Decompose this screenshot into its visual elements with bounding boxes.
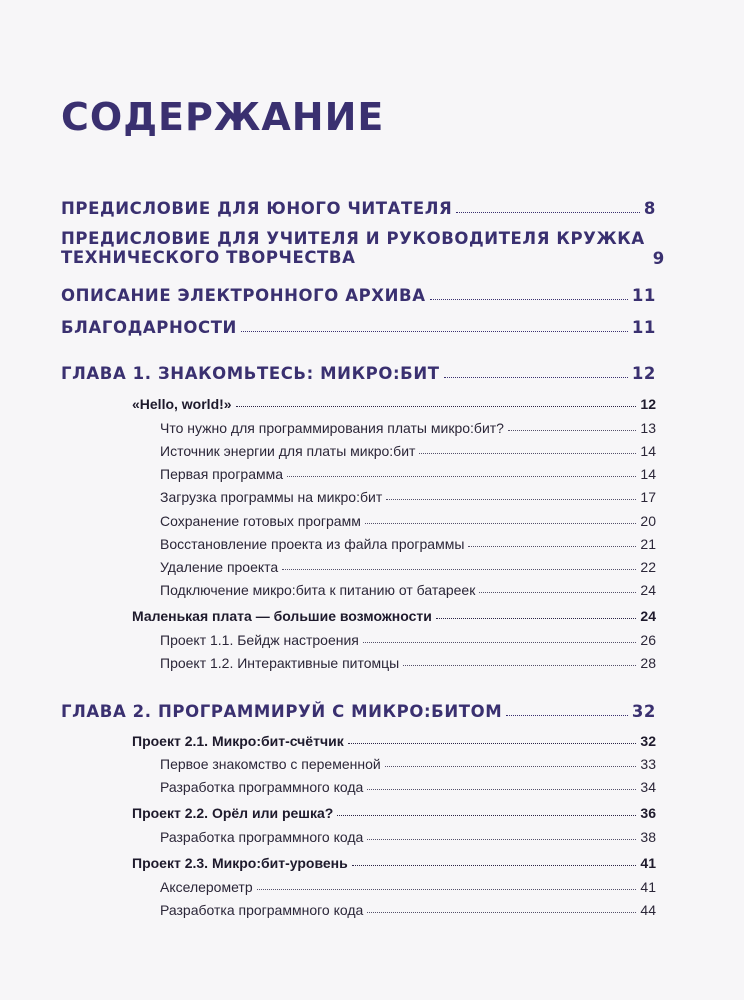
toc-chapter-1: [61, 364, 656, 383]
toc-subsection: [160, 655, 656, 671]
toc-entry-label: Источник энергии для платы микро:бит: [160, 443, 416, 459]
toc-entry-label: Маленькая плата — большие возможности: [132, 608, 432, 624]
toc-entry-page: 26: [640, 632, 656, 648]
toc-entry-preface-teacher: [61, 229, 665, 268]
toc-entry-label: Удаление проекта: [160, 559, 279, 575]
toc-entry-label: Первое знакомство с переменной: [160, 756, 381, 772]
toc-entry-label: Загрузка программы на микро:бит: [160, 489, 383, 505]
toc-entry-page: 11: [631, 286, 656, 305]
toc-entry-archive-description: [61, 286, 656, 305]
toc-entry-page: 24: [640, 582, 656, 598]
toc-entry-label: Проект 1.1. Бейдж настроения: [160, 632, 359, 648]
toc-subsection: [160, 559, 656, 575]
toc-section: [132, 805, 656, 821]
toc-entry-label: Проект 2.2. Орёл или решка?: [132, 805, 334, 821]
leader-dots: [367, 912, 636, 913]
toc-entry-label: ОПИСАНИЕ ЭЛЕКТРОННОГО АРХИВА: [61, 286, 426, 305]
leader-dots: [348, 743, 637, 744]
toc-entry-page: 14: [640, 443, 656, 459]
toc-entry-label-line2: ТЕХНИЧЕСКОГО ТВОРЧЕСТВА: [61, 247, 356, 267]
toc-entry-label: Разработка программного кода: [160, 829, 364, 845]
leader-dots: [352, 865, 637, 866]
toc-entry-label-line1: ПРЕДИСЛОВИЕ ДЛЯ УЧИТЕЛЯ И РУКОВОДИТЕЛЯ КРУЖКА: [61, 229, 645, 248]
toc-subsection: [160, 513, 656, 529]
toc-subsection: [160, 420, 656, 436]
toc-entry-page: 9: [652, 248, 665, 268]
toc-section: [132, 855, 656, 871]
toc-entry-page: 32: [631, 702, 656, 721]
leader-dots: [367, 789, 636, 790]
toc-entry-page: 8: [643, 199, 656, 218]
toc-subsection: [160, 582, 656, 598]
toc-section: [132, 608, 656, 624]
toc-subsection: [160, 443, 656, 459]
toc-entry-acknowledgements: [61, 318, 656, 337]
leader-dots: [436, 618, 637, 619]
toc-entry-label: Разработка программного кода: [160, 902, 364, 918]
toc-subsection: [160, 879, 656, 895]
toc-subsection: [160, 902, 656, 918]
toc-entry-page: 17: [640, 489, 656, 505]
toc-entry-label: «Hello, world!»: [132, 396, 232, 412]
leader-dots: [456, 212, 640, 213]
toc-entry-page: 41: [640, 879, 656, 895]
page-title: СОДЕРЖАНИЕ: [61, 95, 385, 139]
toc-entry-page: 22: [640, 559, 656, 575]
leader-dots: [430, 299, 628, 300]
leader-dots: [236, 406, 637, 407]
toc-entry-page: 13: [640, 420, 656, 436]
toc-entry-page: 44: [640, 902, 656, 918]
leader-dots: [479, 592, 636, 593]
leader-dots: [403, 665, 636, 666]
toc-subsection: [160, 489, 656, 505]
toc-entry-page: 41: [640, 855, 656, 871]
toc-chapter-title: ГЛАВА 1. ЗНАКОМЬТЕСЬ: МИКРО:БИТ: [61, 364, 440, 383]
toc-entry-label: [61, 230, 645, 268]
toc-subsection: [160, 756, 656, 772]
toc-entry-label: Проект 2.1. Микро:бит-счётчик: [132, 733, 344, 749]
toc-entry-page: 28: [640, 655, 656, 671]
toc-subsection: [160, 466, 656, 482]
toc-entry-page: 38: [640, 829, 656, 845]
leader-dots: [282, 569, 636, 570]
toc-entry-page: 36: [640, 805, 656, 821]
toc-entry-page: 11: [631, 318, 656, 337]
toc-entry-page: 14: [640, 466, 656, 482]
toc-entry-page: 33: [640, 756, 656, 772]
leader-dots: [386, 499, 636, 500]
toc-entry-label: Первая программа: [160, 466, 284, 482]
toc-subsection: [160, 536, 656, 552]
toc-entry-page: 34: [640, 779, 656, 795]
toc-chapter-2: [61, 702, 656, 721]
leader-dots: [419, 453, 636, 454]
leader-dots: [444, 377, 628, 378]
toc-section: [132, 733, 656, 749]
toc-entry-page: 32: [640, 733, 656, 749]
toc-entry-page: 21: [640, 536, 656, 552]
toc-entry-label: Проект 2.3. Микро:бит-уровень: [132, 855, 348, 871]
toc-entry-page: 12: [631, 364, 656, 383]
toc-subsection: [160, 779, 656, 795]
leader-dots: [257, 889, 637, 890]
toc-entry-preface-young-reader: [61, 199, 656, 218]
toc-subsection: [160, 632, 656, 648]
toc-entry-label: Проект 1.2. Интерактивные питомцы: [160, 655, 400, 671]
toc-entry-label: Акселерометр: [160, 879, 253, 895]
toc-section: [132, 396, 656, 412]
leader-dots: [385, 766, 637, 767]
toc-entry-label: БЛАГОДАРНОСТИ: [61, 318, 237, 337]
toc-entry-label: Сохранение готовых программ: [160, 513, 361, 529]
toc-subsection: [160, 829, 656, 845]
leader-dots: [337, 815, 636, 816]
toc-entry-label: Восстановление проекта из файла программы: [160, 536, 465, 552]
toc-entry-label: ПРЕДИСЛОВИЕ ДЛЯ ЮНОГО ЧИТАТЕЛЯ: [61, 199, 453, 218]
toc-entry-label: Разработка программного кода: [160, 779, 364, 795]
toc-entry-page: 20: [640, 513, 656, 529]
leader-dots: [508, 430, 636, 431]
toc-chapter-title: ГЛАВА 2. ПРОГРАММИРУЙ С МИКРО:БИТОМ: [61, 702, 503, 721]
toc-entry-label: Подключение микро:бита к питанию от батареек: [160, 582, 476, 598]
toc-entry-page: 24: [640, 608, 656, 624]
leader-dots: [506, 715, 628, 716]
leader-dots: [365, 523, 637, 524]
leader-dots: [468, 546, 636, 547]
leader-dots: [367, 839, 636, 840]
toc-entry-page: 12: [640, 396, 656, 412]
toc-entry-label: Что нужно для программирования платы микро:бит?: [160, 420, 504, 436]
leader-dots: [241, 331, 628, 332]
leader-dots: [287, 476, 636, 477]
leader-dots: [363, 642, 637, 643]
